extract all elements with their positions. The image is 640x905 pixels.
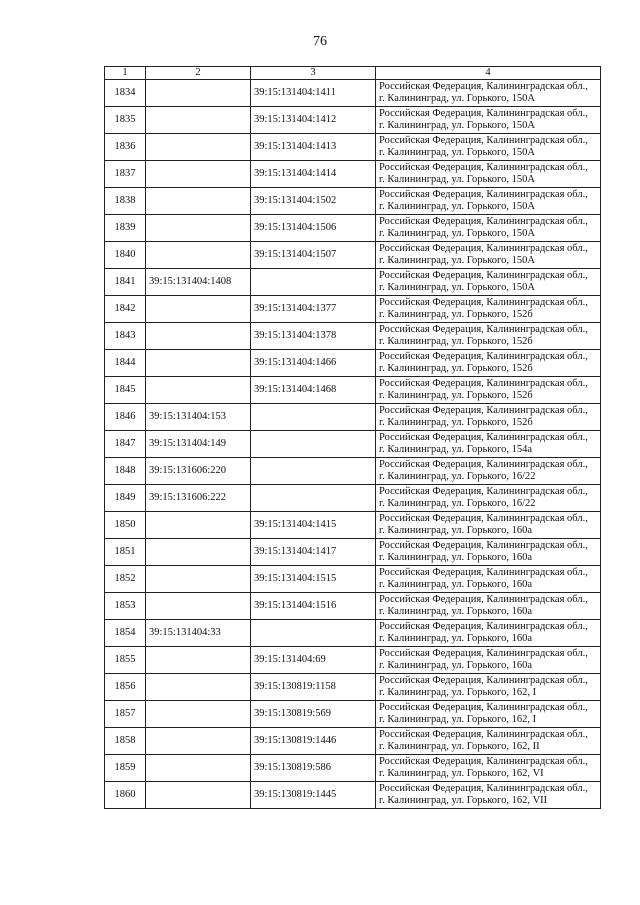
- cadastral-number-col2: [146, 323, 251, 350]
- address-line-1: Российская Федерация, Калининградская обл.,: [379, 107, 588, 119]
- address-line-2: г. Калининград, ул. Горького, 150А: [379, 93, 535, 104]
- address-line-2: г. Калининград, ул. Горького, 160а: [379, 579, 533, 590]
- cadastral-number-col2: [146, 539, 251, 566]
- table-row: [105, 107, 601, 134]
- cadastral-number-col2: [146, 647, 251, 674]
- row-number: 1842: [105, 296, 146, 323]
- address-cell: [376, 512, 601, 539]
- address-cell: [376, 323, 601, 350]
- cadastral-number-col2: [146, 188, 251, 215]
- address-line-1: Российская Федерация, Калининградская обл.,: [379, 566, 588, 578]
- address-cell: [376, 620, 601, 647]
- row-number: 1843: [105, 323, 146, 350]
- address-line-2: г. Калининград, ул. Горького, 162, VI: [379, 768, 544, 779]
- address-cell: [376, 539, 601, 566]
- table-row: [105, 134, 601, 161]
- row-number: 1837: [105, 161, 146, 188]
- row-number: 1841: [105, 269, 146, 296]
- row-number: 1854: [105, 620, 146, 647]
- column-header-4: 4: [376, 67, 601, 80]
- address-cell: [376, 404, 601, 431]
- address-line-1: Российская Федерация, Калининградская обл.,: [379, 539, 588, 551]
- address-line-2: г. Калининград, ул. Горького, 160а: [379, 525, 533, 536]
- cadastral-number-col3: 39:15:131404:1414: [251, 161, 376, 188]
- table-row: [105, 485, 601, 512]
- address-line-2: г. Калининград, ул. Горького, 162, VII: [379, 795, 548, 806]
- address-line-2: г. Калининград, ул. Горького, 162, II: [379, 741, 540, 752]
- table-row: [105, 377, 601, 404]
- table-row: [105, 539, 601, 566]
- cadastral-number-col3: 39:15:131404:1507: [251, 242, 376, 269]
- row-number: 1857: [105, 701, 146, 728]
- cadastral-number-col3: 39:15:131404:1515: [251, 566, 376, 593]
- cadastral-number-col3: 39:15:131404:69: [251, 647, 376, 674]
- cadastral-number-col2: [146, 296, 251, 323]
- address-cell: [376, 215, 601, 242]
- address-cell: [376, 242, 601, 269]
- cadastral-number-col3: [251, 620, 376, 647]
- address-line-1: Российская Федерация, Калининградская обл.,: [379, 512, 588, 524]
- address-line-2: г. Калининград, ул. Горького, 16/22: [379, 471, 536, 482]
- cadastral-number-col2: 39:15:131404:33: [146, 620, 251, 647]
- cadastral-number-col3: 39:15:131404:1506: [251, 215, 376, 242]
- row-number: 1834: [105, 80, 146, 107]
- address-line-2: г. Калининград, ул. Горького, 154а: [379, 444, 533, 455]
- address-cell: [376, 701, 601, 728]
- page-number: 76: [313, 34, 327, 49]
- address-line-1: Российская Федерация, Калининградская обл.,: [379, 350, 588, 362]
- address-line-2: г. Калининград, ул. Горького, 152б: [379, 363, 533, 374]
- cadastral-number-col2: [146, 566, 251, 593]
- cadastral-number-col3: 39:15:131404:1411: [251, 80, 376, 107]
- table-row: [105, 593, 601, 620]
- row-number: 1858: [105, 728, 146, 755]
- address-line-2: г. Калининград, ул. Горького, 150А: [379, 120, 535, 131]
- cadastral-number-col3: 39:15:131404:1413: [251, 134, 376, 161]
- row-number: 1856: [105, 674, 146, 701]
- address-line-2: г. Калининград, ул. Горького, 150А: [379, 201, 535, 212]
- address-line-1: Российская Федерация, Калининградская обл.,: [379, 269, 588, 281]
- table-row: [105, 755, 601, 782]
- address-cell: [376, 431, 601, 458]
- table-row: [105, 782, 601, 809]
- address-line-2: г. Калининград, ул. Горького, 152б: [379, 309, 533, 320]
- column-header-1: 1: [105, 67, 146, 80]
- cadastral-number-col3: 39:15:131404:1466: [251, 350, 376, 377]
- cadastral-number-col3: [251, 431, 376, 458]
- address-line-1: Российская Федерация, Калининградская обл.,: [379, 323, 588, 335]
- row-number: 1860: [105, 782, 146, 809]
- address-line-2: г. Калининград, ул. Горького, 162, I: [379, 687, 537, 698]
- address-line-1: Российская Федерация, Калининградская обл.,: [379, 620, 588, 632]
- cadastral-number-col2: [146, 728, 251, 755]
- table-row: [105, 269, 601, 296]
- row-number: 1859: [105, 755, 146, 782]
- address-cell: [376, 755, 601, 782]
- address-cell: [376, 485, 601, 512]
- cadastral-number-col2: [146, 80, 251, 107]
- row-number: 1847: [105, 431, 146, 458]
- address-line-1: Российская Федерация, Калининградская обл.,: [379, 728, 588, 740]
- table-row: [105, 512, 601, 539]
- table-row: [105, 188, 601, 215]
- address-cell: [376, 161, 601, 188]
- cadastral-number-col2: 39:15:131404:1408: [146, 269, 251, 296]
- row-number: 1844: [105, 350, 146, 377]
- cadastral-number-col3: [251, 269, 376, 296]
- address-line-1: Российская Федерация, Калининградская обл.,: [379, 242, 588, 254]
- address-line-1: Российская Федерация, Калининградская обл.,: [379, 215, 588, 227]
- address-line-1: Российская Федерация, Калининградская обл.,: [379, 377, 588, 389]
- cadastral-number-col2: [146, 242, 251, 269]
- table-row: [105, 296, 601, 323]
- address-cell: [376, 458, 601, 485]
- address-line-1: Российская Федерация, Калининградская обл.,: [379, 782, 588, 794]
- cadastral-number-col3: 39:15:131404:1468: [251, 377, 376, 404]
- cadastral-number-col3: 39:15:130819:1158: [251, 674, 376, 701]
- address-cell: [376, 728, 601, 755]
- cadastral-number-col3: 39:15:131404:1412: [251, 107, 376, 134]
- table-header-row: [105, 67, 601, 80]
- address-line-2: г. Калининград, ул. Горького, 160а: [379, 660, 533, 671]
- row-number: 1846: [105, 404, 146, 431]
- cadastral-number-col3: 39:15:130819:1445: [251, 782, 376, 809]
- row-number: 1840: [105, 242, 146, 269]
- address-line-2: г. Калининград, ул. Горького, 150А: [379, 147, 535, 158]
- cadastral-number-col3: 39:15:130819:569: [251, 701, 376, 728]
- address-line-1: Российская Федерация, Калининградская обл.,: [379, 485, 588, 497]
- cadastral-number-col2: [146, 593, 251, 620]
- cadastral-number-col3: 39:15:131404:1377: [251, 296, 376, 323]
- table-row: [105, 323, 601, 350]
- address-line-2: г. Калининград, ул. Горького, 150А: [379, 174, 535, 185]
- address-line-1: Российская Федерация, Калининградская обл.,: [379, 296, 588, 308]
- table-row: [105, 161, 601, 188]
- table-row: [105, 728, 601, 755]
- address-line-1: Российская Федерация, Калининградская обл.,: [379, 593, 588, 605]
- table-row: [105, 80, 601, 107]
- table-row: [105, 701, 601, 728]
- address-cell: [376, 80, 601, 107]
- address-line-2: г. Калининград, ул. Горького, 16/22: [379, 498, 536, 509]
- table-row: [105, 431, 601, 458]
- row-number: 1851: [105, 539, 146, 566]
- cadastral-number-col3: 39:15:131404:1415: [251, 512, 376, 539]
- address-cell: [376, 350, 601, 377]
- cadastral-number-col2: 39:15:131404:153: [146, 404, 251, 431]
- column-header-3: 3: [251, 67, 376, 80]
- cadastral-number-col2: [146, 134, 251, 161]
- registry-table: [104, 66, 601, 809]
- table-row: [105, 404, 601, 431]
- table-row: [105, 566, 601, 593]
- cadastral-number-col3: 39:15:130819:586: [251, 755, 376, 782]
- cadastral-number-col2: 39:15:131404:149: [146, 431, 251, 458]
- address-line-1: Российская Федерация, Калининградская обл.,: [379, 404, 588, 416]
- address-line-1: Российская Федерация, Калининградская обл.,: [379, 134, 588, 146]
- cadastral-number-col2: [146, 674, 251, 701]
- address-cell: [376, 134, 601, 161]
- row-number: 1848: [105, 458, 146, 485]
- address-line-1: Российская Федерация, Калининградская обл.,: [379, 647, 588, 659]
- address-cell: [376, 593, 601, 620]
- address-cell: [376, 107, 601, 134]
- row-number: 1835: [105, 107, 146, 134]
- address-cell: [376, 377, 601, 404]
- cadastral-number-col3: 39:15:130819:1446: [251, 728, 376, 755]
- row-number: 1838: [105, 188, 146, 215]
- row-number: 1839: [105, 215, 146, 242]
- cadastral-number-col2: [146, 107, 251, 134]
- address-cell: [376, 188, 601, 215]
- address-line-1: Российская Федерация, Калининградская обл.,: [379, 458, 588, 470]
- address-line-1: Российская Федерация, Калининградская обл.,: [379, 80, 588, 92]
- address-line-2: г. Калининград, ул. Горького, 162, I: [379, 714, 537, 725]
- address-cell: [376, 566, 601, 593]
- row-number: 1849: [105, 485, 146, 512]
- cadastral-number-col2: [146, 215, 251, 242]
- table-row: [105, 215, 601, 242]
- cadastral-number-col2: [146, 350, 251, 377]
- cadastral-number-col2: 39:15:131606:220: [146, 458, 251, 485]
- address-line-1: Российская Федерация, Калининградская обл.,: [379, 701, 588, 713]
- row-number: 1853: [105, 593, 146, 620]
- row-number: 1855: [105, 647, 146, 674]
- table-row: [105, 242, 601, 269]
- address-line-2: г. Калининград, ул. Горького, 152б: [379, 417, 533, 428]
- table-row: [105, 458, 601, 485]
- cadastral-number-col3: 39:15:131404:1378: [251, 323, 376, 350]
- cadastral-number-col3: 39:15:131404:1417: [251, 539, 376, 566]
- cadastral-number-col3: [251, 404, 376, 431]
- cadastral-number-col2: [146, 755, 251, 782]
- address-line-2: г. Калининград, ул. Горького, 160а: [379, 633, 533, 644]
- column-header-2: 2: [146, 67, 251, 80]
- cadastral-number-col2: [146, 782, 251, 809]
- table-row: [105, 620, 601, 647]
- address-line-2: г. Калининград, ул. Горького, 150А: [379, 282, 535, 293]
- table-row: [105, 350, 601, 377]
- row-number: 1845: [105, 377, 146, 404]
- address-line-2: г. Калининград, ул. Горького, 152б: [379, 336, 533, 347]
- row-number: 1850: [105, 512, 146, 539]
- address-line-2: г. Калининград, ул. Горького, 160а: [379, 552, 533, 563]
- cadastral-number-col2: [146, 377, 251, 404]
- cadastral-number-col3: [251, 485, 376, 512]
- address-line-2: г. Калининград, ул. Горького, 160а: [379, 606, 533, 617]
- address-line-1: Российская Федерация, Калининградская обл.,: [379, 161, 588, 173]
- table-row: [105, 674, 601, 701]
- address-line-2: г. Калининград, ул. Горького, 150А: [379, 228, 535, 239]
- cadastral-number-col3: 39:15:131404:1516: [251, 593, 376, 620]
- cadastral-number-col2: [146, 512, 251, 539]
- address-cell: [376, 269, 601, 296]
- cadastral-number-col3: [251, 458, 376, 485]
- address-line-1: Российская Федерация, Калининградская обл.,: [379, 188, 588, 200]
- address-line-1: Российская Федерация, Калининградская обл.,: [379, 674, 588, 686]
- address-cell: [376, 782, 601, 809]
- address-cell: [376, 647, 601, 674]
- table-body: [105, 80, 601, 809]
- table-row: [105, 647, 601, 674]
- address-cell: [376, 296, 601, 323]
- cadastral-number-col3: 39:15:131404:1502: [251, 188, 376, 215]
- row-number: 1852: [105, 566, 146, 593]
- row-number: 1836: [105, 134, 146, 161]
- cadastral-number-col2: [146, 161, 251, 188]
- address-line-1: Российская Федерация, Калининградская обл.,: [379, 431, 588, 443]
- address-line-2: г. Калининград, ул. Горького, 150А: [379, 255, 535, 266]
- address-cell: [376, 674, 601, 701]
- cadastral-number-col2: 39:15:131606:222: [146, 485, 251, 512]
- cadastral-number-col2: [146, 701, 251, 728]
- address-line-1: Российская Федерация, Калининградская обл.,: [379, 755, 588, 767]
- address-line-2: г. Калининград, ул. Горького, 152б: [379, 390, 533, 401]
